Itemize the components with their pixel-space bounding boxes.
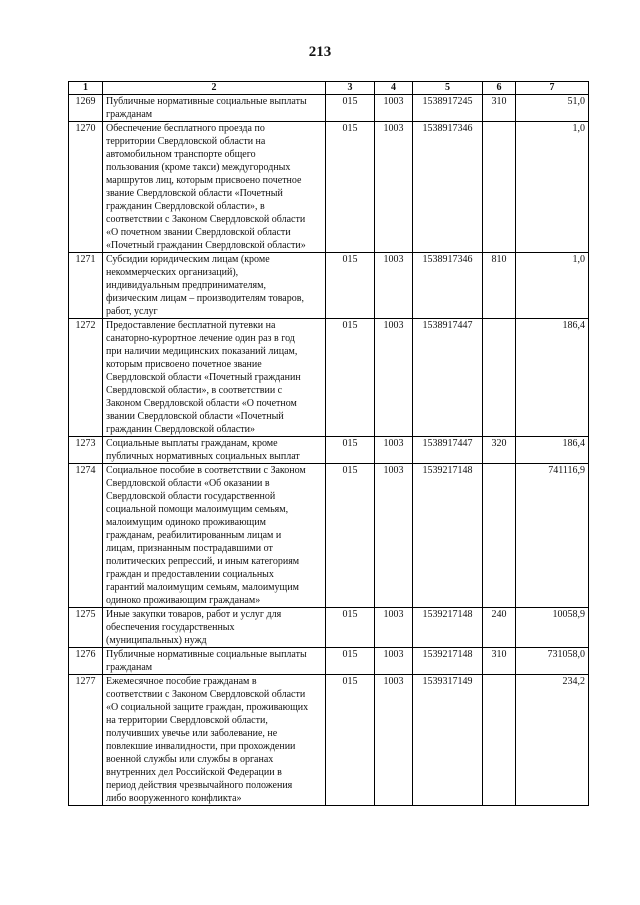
row-name-line: Ежемесячное пособие гражданам в: [106, 676, 257, 687]
expense-type-cell: 310: [483, 95, 516, 122]
row-name-cell: [103, 122, 326, 253]
row-name-line: индивидуальным предпринимателям,: [106, 280, 266, 291]
ministry-code-cell: 015: [326, 675, 375, 806]
table-body: [69, 95, 589, 806]
row-name-line: военной службы или службы в органах: [106, 754, 274, 765]
row-name-cell: [103, 464, 326, 608]
row-name-line: Свердловской области», в соответствии с: [106, 385, 283, 396]
row-name-line: санаторно-курортное лечение один раз в год: [106, 333, 295, 344]
row-number-cell: 1277: [69, 675, 103, 806]
section-code-cell: 1003: [375, 608, 413, 648]
row-name-cell: [103, 675, 326, 806]
row-name-line: некоммерческих организаций),: [106, 267, 239, 278]
section-code-cell: 1003: [375, 122, 413, 253]
row-name-cell: [103, 608, 326, 648]
row-name-line: гражданам: [106, 109, 153, 120]
table-row: [69, 464, 589, 608]
row-name-line: работ, услуг: [106, 306, 158, 317]
expense-type-cell: 320: [483, 437, 516, 464]
expense-type-cell: 240: [483, 608, 516, 648]
amount-cell: 741116,9: [516, 464, 589, 608]
row-name-line: граждан и предоставлении социальных: [106, 569, 274, 580]
row-name-line: публичных нормативных социальных выплат: [106, 451, 300, 462]
expense-type-cell: [483, 464, 516, 608]
expense-type-cell: [483, 319, 516, 437]
section-code-cell: 1003: [375, 437, 413, 464]
row-name-line: период действия чрезвычайного положения: [106, 780, 293, 791]
row-name-line: повлекшие инвалидности, при прохождении: [106, 741, 296, 752]
target-article-cell: 1539217148: [413, 464, 483, 608]
row-name-line: обеспечения государственных: [106, 622, 235, 633]
row-number-cell: 1273: [69, 437, 103, 464]
row-name-cell: [103, 648, 326, 675]
ministry-code-cell: 015: [326, 464, 375, 608]
expense-type-cell: 810: [483, 253, 516, 319]
column-header: 4: [375, 82, 413, 95]
row-name-line: гарантий малоимущим семьям, малоимущим: [106, 582, 299, 593]
column-header: 3: [326, 82, 375, 95]
ministry-code-cell: 015: [326, 437, 375, 464]
ministry-code-cell: 015: [326, 608, 375, 648]
section-code-cell: 1003: [375, 95, 413, 122]
row-name-line: «О почетном звании Свердловской области: [106, 227, 291, 238]
amount-cell: 731058,0: [516, 648, 589, 675]
row-name-line: либо вооруженного конфликта»: [106, 793, 242, 804]
row-name-line: Предоставление бесплатной путевки на: [106, 320, 276, 331]
ministry-code-cell: 015: [326, 253, 375, 319]
row-name-line: Социальное пособие в соответствии с Законом: [106, 465, 306, 476]
row-name-line: (муниципальных) нужд: [106, 635, 207, 646]
target-article-cell: 1539317149: [413, 675, 483, 806]
target-article-cell: 1538917346: [413, 253, 483, 319]
row-name-line: физическим лицам – производителям товаров,: [106, 293, 304, 304]
row-number-cell: 1274: [69, 464, 103, 608]
row-name-line: звании Свердловской области «Почетный: [106, 411, 284, 422]
section-code-cell: 1003: [375, 648, 413, 675]
row-name-line: гражданин Свердловской области», в: [106, 201, 265, 212]
amount-cell: 10058,9: [516, 608, 589, 648]
row-number-cell: 1271: [69, 253, 103, 319]
row-name-line: Обеспечение бесплатного проезда по: [106, 123, 265, 134]
table-row: [69, 122, 589, 253]
row-number-cell: 1269: [69, 95, 103, 122]
expense-type-cell: 310: [483, 648, 516, 675]
section-code-cell: 1003: [375, 319, 413, 437]
row-name-line: автомобильном транспорте общего: [106, 149, 256, 160]
row-name-cell: [103, 437, 326, 464]
row-name-line: Субсидии юридическим лицам (кроме: [106, 254, 270, 265]
target-article-cell: 1539217148: [413, 608, 483, 648]
target-article-cell: 1538917447: [413, 319, 483, 437]
row-name-line: маршрутов лиц, которым присвоено почетное: [106, 175, 302, 186]
row-name-line: малоимущим одиноко проживающим: [106, 517, 266, 528]
ministry-code-cell: 015: [326, 319, 375, 437]
row-number-cell: 1272: [69, 319, 103, 437]
column-header: 1: [69, 82, 103, 95]
row-name-line: Публичные нормативные социальные выплаты: [106, 96, 307, 107]
ministry-code-cell: 015: [326, 122, 375, 253]
row-name-line: пользования (кроме такси) междугородных: [106, 162, 291, 173]
row-name-line: Законом Свердловской области «О почетном: [106, 398, 297, 409]
row-name-line: социальной помощи малоимущим семьям,: [106, 504, 289, 515]
row-name-line: Иные закупки товаров, работ и услуг для: [106, 609, 282, 620]
row-name-line: получивших увечье или заболевание, не: [106, 728, 278, 739]
row-name-line: гражданам: [106, 662, 153, 673]
amount-cell: 1,0: [516, 253, 589, 319]
target-article-cell: 1538917346: [413, 122, 483, 253]
target-article-cell: 1539217148: [413, 648, 483, 675]
amount-cell: 186,4: [516, 319, 589, 437]
amount-cell: 234,2: [516, 675, 589, 806]
amount-cell: 186,4: [516, 437, 589, 464]
column-header: 5: [413, 82, 483, 95]
target-article-cell: 1538917245: [413, 95, 483, 122]
header-row: [69, 82, 589, 95]
section-code-cell: 1003: [375, 253, 413, 319]
amount-cell: 51,0: [516, 95, 589, 122]
row-name-line: «О социальной защите граждан, проживающих: [106, 702, 309, 713]
row-name-line: политических репрессий, и иным категориям: [106, 556, 300, 567]
row-name-line: Свердловской области государственной: [106, 491, 276, 502]
expense-type-cell: [483, 122, 516, 253]
row-name-line: гражданам, реабилитированным лицам и: [106, 530, 282, 541]
table-row: [69, 319, 589, 437]
row-name-line: Свердловской области «Об оказании в: [106, 478, 270, 489]
row-number-cell: 1275: [69, 608, 103, 648]
table-row: [69, 253, 589, 319]
row-name-line: гражданин Свердловской области»: [106, 424, 255, 435]
ministry-code-cell: 015: [326, 648, 375, 675]
row-name-line: одиноко проживающим гражданам»: [106, 595, 261, 606]
section-code-cell: 1003: [375, 464, 413, 608]
column-header: 2: [103, 82, 326, 95]
amount-cell: 1,0: [516, 122, 589, 253]
target-article-cell: 1538917447: [413, 437, 483, 464]
row-name-line: звание Свердловской области «Почетный: [106, 188, 283, 199]
row-name-cell: [103, 95, 326, 122]
row-name-line: «Почетный гражданин Свердловской области»: [106, 240, 306, 251]
row-name-line: внутренних дел Российской Федерации в: [106, 767, 282, 778]
row-name-line: соответствии с Законом Свердловской области: [106, 689, 306, 700]
section-code-cell: 1003: [375, 675, 413, 806]
row-name-cell: [103, 319, 326, 437]
row-name-line: Публичные нормативные социальные выплаты: [106, 649, 307, 660]
table-row: [69, 648, 589, 675]
column-header: 6: [483, 82, 516, 95]
budget-table: [68, 81, 589, 806]
column-header: 7: [516, 82, 589, 95]
table-row: [69, 95, 589, 122]
row-number-cell: 1276: [69, 648, 103, 675]
expense-type-cell: [483, 675, 516, 806]
row-name-line: территории Свердловской области на: [106, 136, 266, 147]
row-name-line: лицам, признанным пострадавшими от: [106, 543, 273, 554]
table-row: [69, 437, 589, 464]
table-row: [69, 608, 589, 648]
row-name-cell: [103, 253, 326, 319]
row-name-line: Свердловской области «Почетный гражданин: [106, 372, 301, 383]
row-name-line: соответствии с Законом Свердловской области: [106, 214, 306, 225]
row-name-line: на территории Свердловской области,: [106, 715, 268, 726]
table-row: [69, 675, 589, 806]
row-name-line: которым присвоено почетное звание: [106, 359, 262, 370]
ministry-code-cell: 015: [326, 95, 375, 122]
row-name-line: при наличии медицинских показаний лицам,: [106, 346, 298, 357]
row-name-line: Социальные выплаты гражданам, кроме: [106, 438, 278, 449]
page-number: 213: [308, 44, 332, 60]
row-number-cell: 1270: [69, 122, 103, 253]
